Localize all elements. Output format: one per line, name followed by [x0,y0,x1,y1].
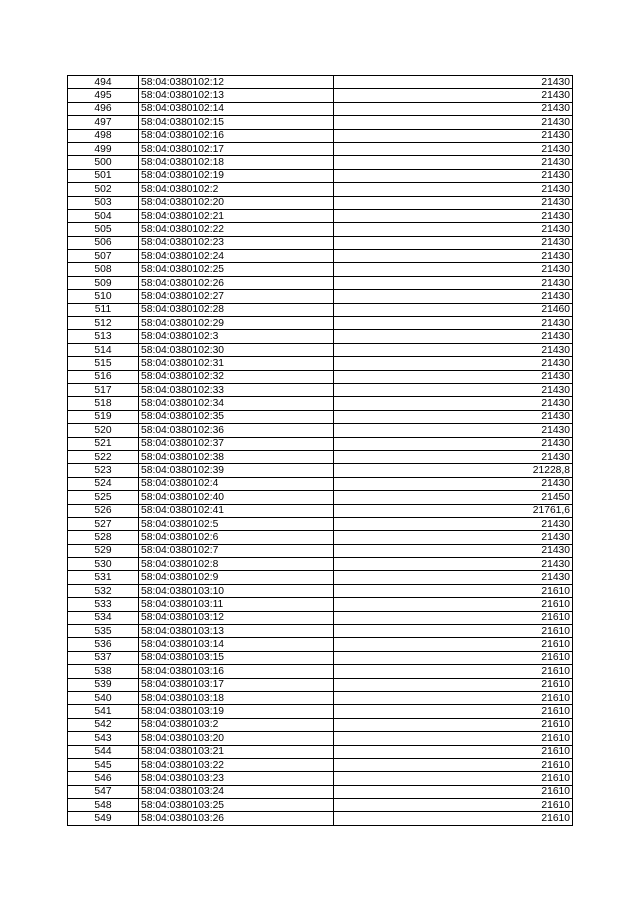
value-cell: 21610 [334,584,573,597]
table-row [68,732,573,745]
table-row [68,584,573,597]
value-cell: 21430 [334,330,573,343]
table-row [68,517,573,530]
row-number-cell: 522 [68,450,139,463]
table-row [68,370,573,383]
cadastral-number-cell: 58:04:0380102:26 [139,276,334,289]
row-number-cell: 541 [68,705,139,718]
row-number-cell: 542 [68,718,139,731]
table-row [68,169,573,182]
value-cell: 21228,8 [334,464,573,477]
cadastral-number-cell: 58:04:0380103:12 [139,611,334,624]
row-number-cell: 494 [68,76,139,89]
table-row [68,544,573,557]
row-number-cell: 533 [68,598,139,611]
row-number-cell: 545 [68,758,139,771]
cadastral-number-cell: 58:04:0380102:4 [139,477,334,490]
cadastral-number-cell: 58:04:0380103:21 [139,745,334,758]
value-cell: 21430 [334,450,573,463]
value-cell: 21430 [334,517,573,530]
value-cell: 21430 [334,290,573,303]
row-number-cell: 510 [68,290,139,303]
table-row [68,437,573,450]
table-row [68,343,573,356]
row-number-cell: 525 [68,491,139,504]
cadastral-number-cell: 58:04:0380103:23 [139,772,334,785]
value-cell: 21430 [334,129,573,142]
row-number-cell: 504 [68,209,139,222]
cadastral-number-cell: 58:04:0380102:13 [139,89,334,102]
table-body [68,76,573,826]
cadastral-number-cell: 58:04:0380103:10 [139,584,334,597]
table-row [68,772,573,785]
value-cell: 21430 [334,397,573,410]
cadastral-number-cell: 58:04:0380102:39 [139,464,334,477]
value-cell: 21430 [334,250,573,263]
row-number-cell: 500 [68,156,139,169]
value-cell: 21430 [334,116,573,129]
table-row [68,357,573,370]
value-cell: 21610 [334,625,573,638]
cadastral-number-cell: 58:04:0380103:15 [139,651,334,664]
table-row [68,638,573,651]
cadastral-number-cell: 58:04:0380102:3 [139,330,334,343]
table-row [68,330,573,343]
cadastral-number-cell: 58:04:0380103:26 [139,812,334,825]
cadastral-number-cell: 58:04:0380102:40 [139,491,334,504]
value-cell: 21610 [334,732,573,745]
value-cell: 21610 [334,678,573,691]
cadastral-number-cell: 58:04:0380102:30 [139,343,334,356]
value-cell: 21610 [334,799,573,812]
table-row [68,625,573,638]
row-number-cell: 511 [68,303,139,316]
cadastral-number-cell: 58:04:0380102:5 [139,517,334,530]
value-cell: 21610 [334,758,573,771]
cadastral-number-cell: 58:04:0380102:35 [139,410,334,423]
cadastral-number-cell: 58:04:0380102:2 [139,183,334,196]
value-cell: 21430 [334,76,573,89]
row-number-cell: 537 [68,651,139,664]
value-cell: 21430 [334,169,573,182]
value-cell: 21430 [334,223,573,236]
value-cell: 21430 [334,424,573,437]
value-cell: 21430 [334,263,573,276]
cadastral-number-cell: 58:04:0380102:16 [139,129,334,142]
table-row [68,250,573,263]
value-cell: 21430 [334,370,573,383]
cadastral-value-table [67,75,573,826]
value-cell: 21450 [334,491,573,504]
row-number-cell: 503 [68,196,139,209]
table-row [68,317,573,330]
table-row [68,571,573,584]
row-number-cell: 548 [68,799,139,812]
row-number-cell: 513 [68,330,139,343]
row-number-cell: 540 [68,691,139,704]
table-row [68,303,573,316]
row-number-cell: 512 [68,317,139,330]
cadastral-number-cell: 58:04:0380102:27 [139,290,334,303]
cadastral-number-cell: 58:04:0380102:20 [139,196,334,209]
table-row [68,812,573,825]
row-number-cell: 530 [68,558,139,571]
row-number-cell: 519 [68,410,139,423]
cadastral-number-cell: 58:04:0380103:20 [139,732,334,745]
cadastral-number-cell: 58:04:0380102:15 [139,116,334,129]
cadastral-number-cell: 58:04:0380102:25 [139,263,334,276]
table-row [68,76,573,89]
cadastral-number-cell: 58:04:0380103:11 [139,598,334,611]
row-number-cell: 502 [68,183,139,196]
row-number-cell: 496 [68,102,139,115]
value-cell: 21430 [334,544,573,557]
row-number-cell: 528 [68,531,139,544]
row-number-cell: 531 [68,571,139,584]
table-row [68,718,573,731]
table-row [68,102,573,115]
value-cell: 21610 [334,638,573,651]
cadastral-number-cell: 58:04:0380102:34 [139,397,334,410]
cadastral-number-cell: 58:04:0380103:17 [139,678,334,691]
cadastral-number-cell: 58:04:0380102:29 [139,317,334,330]
table-row [68,129,573,142]
cadastral-number-cell: 58:04:0380102:14 [139,102,334,115]
cadastral-number-cell: 58:04:0380103:16 [139,665,334,678]
value-cell: 21610 [334,705,573,718]
row-number-cell: 534 [68,611,139,624]
cadastral-number-cell: 58:04:0380102:22 [139,223,334,236]
table-row [68,263,573,276]
table-row [68,691,573,704]
row-number-cell: 516 [68,370,139,383]
row-number-cell: 521 [68,437,139,450]
cadastral-number-cell: 58:04:0380103:2 [139,718,334,731]
cadastral-number-cell: 58:04:0380102:6 [139,531,334,544]
value-cell: 21460 [334,303,573,316]
value-cell: 21610 [334,691,573,704]
cadastral-number-cell: 58:04:0380102:17 [139,142,334,155]
row-number-cell: 506 [68,236,139,249]
table-row [68,116,573,129]
row-number-cell: 518 [68,397,139,410]
cadastral-number-cell: 58:04:0380103:14 [139,638,334,651]
cadastral-number-cell: 58:04:0380102:32 [139,370,334,383]
cadastral-number-cell: 58:04:0380103:25 [139,799,334,812]
cadastral-number-cell: 58:04:0380102:12 [139,76,334,89]
table-row [68,491,573,504]
table-row [68,611,573,624]
table-row [68,477,573,490]
table-row [68,705,573,718]
value-cell: 21430 [334,89,573,102]
table-row [68,598,573,611]
table-row [68,758,573,771]
value-cell: 21610 [334,665,573,678]
row-number-cell: 539 [68,678,139,691]
table-row [68,450,573,463]
table-row [68,651,573,664]
value-cell: 21430 [334,156,573,169]
value-cell: 21430 [334,142,573,155]
value-cell: 21610 [334,785,573,798]
cadastral-number-cell: 58:04:0380102:23 [139,236,334,249]
cadastral-number-cell: 58:04:0380102:18 [139,156,334,169]
value-cell: 21430 [334,558,573,571]
value-cell: 21430 [334,236,573,249]
row-number-cell: 499 [68,142,139,155]
cadastral-number-cell: 58:04:0380102:36 [139,424,334,437]
value-cell: 21430 [334,477,573,490]
row-number-cell: 544 [68,745,139,758]
value-cell: 21430 [334,183,573,196]
table-row [68,156,573,169]
cadastral-number-cell: 58:04:0380102:37 [139,437,334,450]
table-row [68,558,573,571]
cadastral-number-cell: 58:04:0380103:24 [139,785,334,798]
value-cell: 21610 [334,611,573,624]
value-cell: 21430 [334,410,573,423]
value-cell: 21610 [334,772,573,785]
row-number-cell: 507 [68,250,139,263]
value-cell: 21430 [334,276,573,289]
value-cell: 21430 [334,357,573,370]
value-cell: 21610 [334,718,573,731]
table-row [68,209,573,222]
row-number-cell: 495 [68,89,139,102]
cadastral-number-cell: 58:04:0380103:22 [139,758,334,771]
value-cell: 21430 [334,343,573,356]
row-number-cell: 547 [68,785,139,798]
table-row [68,665,573,678]
value-cell: 21761,6 [334,504,573,517]
row-number-cell: 527 [68,517,139,530]
table-row [68,236,573,249]
row-number-cell: 508 [68,263,139,276]
cadastral-number-cell: 58:04:0380102:31 [139,357,334,370]
row-number-cell: 515 [68,357,139,370]
row-number-cell: 505 [68,223,139,236]
row-number-cell: 532 [68,584,139,597]
row-number-cell: 523 [68,464,139,477]
cadastral-number-cell: 58:04:0380102:19 [139,169,334,182]
table-row [68,276,573,289]
row-number-cell: 526 [68,504,139,517]
table-row [68,142,573,155]
row-number-cell: 509 [68,276,139,289]
row-number-cell: 524 [68,477,139,490]
row-number-cell: 514 [68,343,139,356]
cadastral-number-cell: 58:04:0380102:33 [139,383,334,396]
value-cell: 21610 [334,651,573,664]
table-row [68,290,573,303]
table-row [68,799,573,812]
cadastral-number-cell: 58:04:0380102:7 [139,544,334,557]
row-number-cell: 549 [68,812,139,825]
value-cell: 21430 [334,196,573,209]
table-row [68,183,573,196]
value-cell: 21430 [334,317,573,330]
table-row [68,785,573,798]
row-number-cell: 497 [68,116,139,129]
value-cell: 21610 [334,812,573,825]
value-cell: 21610 [334,745,573,758]
row-number-cell: 520 [68,424,139,437]
cadastral-number-cell: 58:04:0380102:38 [139,450,334,463]
table-row [68,223,573,236]
value-cell: 21430 [334,383,573,396]
table-row [68,196,573,209]
value-cell: 21610 [334,598,573,611]
row-number-cell: 517 [68,383,139,396]
row-number-cell: 536 [68,638,139,651]
value-cell: 21430 [334,209,573,222]
row-number-cell: 529 [68,544,139,557]
table-row [68,464,573,477]
cadastral-number-cell: 58:04:0380102:9 [139,571,334,584]
table-row [68,383,573,396]
value-cell: 21430 [334,531,573,544]
row-number-cell: 543 [68,732,139,745]
table-row [68,504,573,517]
table-row [68,424,573,437]
cadastral-number-cell: 58:04:0380103:13 [139,625,334,638]
value-cell: 21430 [334,102,573,115]
value-cell: 21430 [334,571,573,584]
cadastral-number-cell: 58:04:0380102:8 [139,558,334,571]
table-row [68,678,573,691]
table-row [68,531,573,544]
row-number-cell: 501 [68,169,139,182]
cadastral-number-cell: 58:04:0380103:18 [139,691,334,704]
cadastral-number-cell: 58:04:0380102:21 [139,209,334,222]
cadastral-number-cell: 58:04:0380103:19 [139,705,334,718]
cadastral-number-cell: 58:04:0380102:28 [139,303,334,316]
row-number-cell: 546 [68,772,139,785]
table-row [68,397,573,410]
table-row [68,410,573,423]
cadastral-number-cell: 58:04:0380102:41 [139,504,334,517]
table-row [68,745,573,758]
value-cell: 21430 [334,437,573,450]
row-number-cell: 498 [68,129,139,142]
cadastral-number-cell: 58:04:0380102:24 [139,250,334,263]
row-number-cell: 535 [68,625,139,638]
table-row [68,89,573,102]
row-number-cell: 538 [68,665,139,678]
